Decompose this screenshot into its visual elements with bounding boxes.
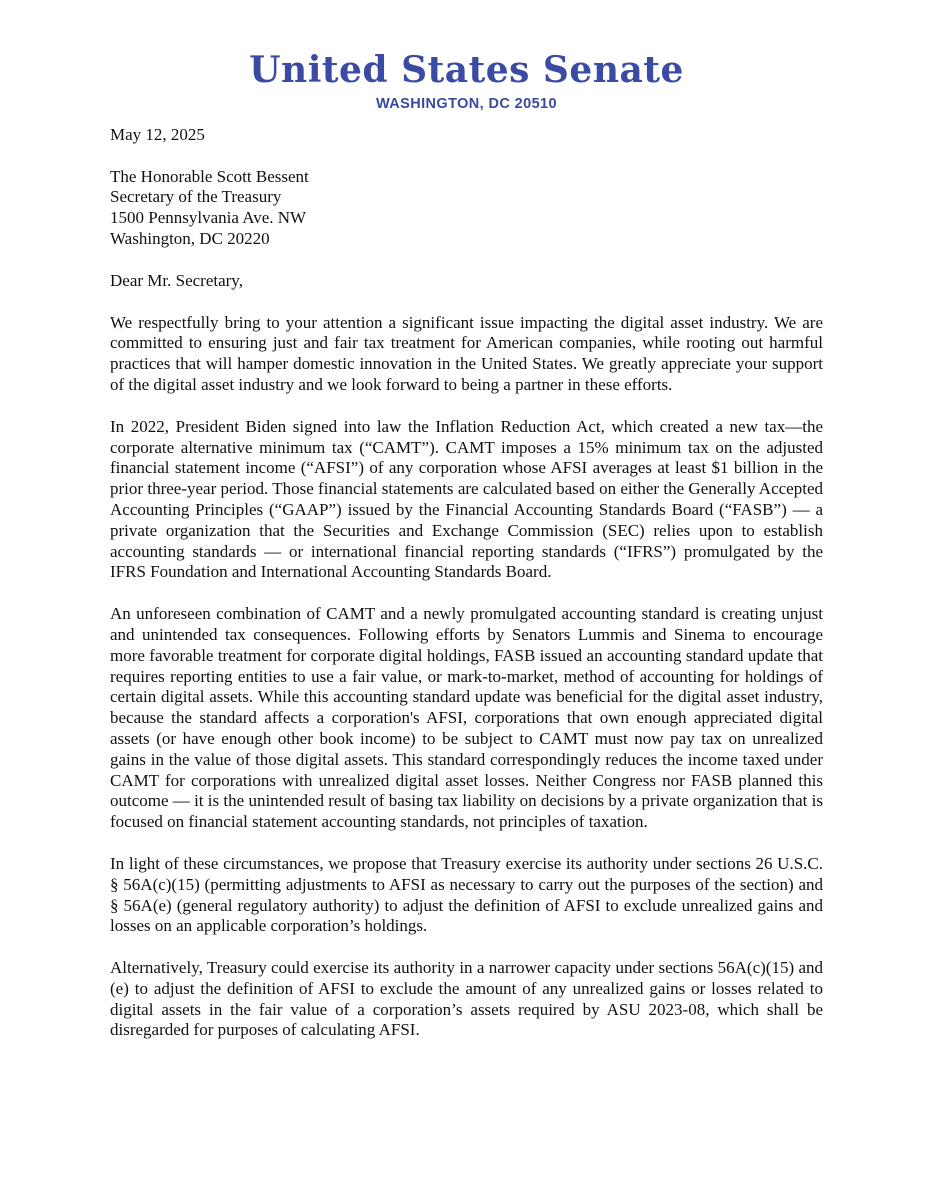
recipient-city-line: Washington, DC 20220 — [110, 228, 270, 248]
salutation: Dear Mr. Secretary, — [110, 270, 243, 290]
letterhead-title: United States Senate — [249, 49, 684, 91]
recipient-title-line: Secretary of the Treasury — [110, 187, 282, 207]
letterhead-subtitle: WASHINGTON, DC 20510 — [376, 95, 557, 112]
recipient-address-block — [110, 167, 823, 250]
body-paragraph-camt-background: In 2022, President Biden signed into law the Inflation Reduction Act, which created a new tax—the corporate alternative minimum tax (“CAMT”). CAMT imposes a 15% minimum tax on the adjusted financial statement income (“AFSI”) of any corporation whose AFSI averages at least $1 billion in the prior three-year period. Those financial statements are calculated based on either the Generally Accepted Accounting Principles (“GAAP”) issued by the Financial Accounting Standards Board (“FASB”) — a private organization that the Securities and Exchange Commission (SEC) relies upon to establish accounting standards — or international financial reporting standards (“IFRS”) promulgated by the IFRS Foundation and International Accounting Standards Board. — [110, 416, 823, 582]
recipient-name-line: The Honorable Scott Bessent — [110, 166, 309, 186]
body-paragraph-unintended-consequences: An unforeseen combination of CAMT and a newly promulgated accounting standard is creating unjust and unintended tax consequences. Following efforts by Senators Lummis and Sinema to encourage more favorable treatment for corporate digital holdings, FASB issued an accounting standard update that requires reporting entities to use a fair value, or mark-to-market, method of accounting for holdings of certain digital assets. While this accounting standard update was beneficial for the digital asset industry, because the standard affects a corporation's AFSI, corporations that own enough appreciated digital assets (or have enough other book income) to be subject to CAMT must now pay tax on unrealized gains in the value of those digital assets. This standard correspondingly reduces the income taxed under CAMT for corporations with unrealized digital asset losses. Neither Congress nor FASB planned this outcome — it is the unintended result of basing tax liability on decisions by a private organization that is focused on financial statement accounting standards, not principles of taxation. — [110, 604, 823, 832]
recipient-street-line: 1500 Pennsylvania Ave. NW — [110, 208, 307, 228]
body-paragraph-intro: We respectfully bring to your attention a significant issue impacting the digital asset industry. We are committed to ensuring just and fair tax treatment for American companies, while rooting out harmful practices that will hamper domestic innovation in the United States. We greatly appreciate your support of the digital asset industry and we look forward to being a partner in these efforts. — [110, 312, 823, 394]
body-paragraph-alternative: Alternatively, Treasury could exercise its authority in a narrower capacity under sections 56A(c)(15) and (e) to adjust the definition of AFSI to exclude the amount of any unrealized gains or losses related to digital assets in the fair value of a corporation’s assets required by ASU 2023-08, which shall be disregarded for purposes of calculating AFSI. — [110, 958, 823, 1040]
letterhead — [110, 49, 823, 112]
letter-date: May 12, 2025 — [110, 124, 205, 144]
body-paragraph-proposal: In light of these circumstances, we propose that Treasury exercise its authority under sections 26 U.S.C. § 56A(c)(15) (permitting adjustments to AFSI as necessary to carry out the purposes of the section) and § 56A(e) (general regulatory authority) to adjust the definition of AFSI to exclude unrealized gains and losses on an applicable corporation’s holdings. — [110, 853, 823, 936]
